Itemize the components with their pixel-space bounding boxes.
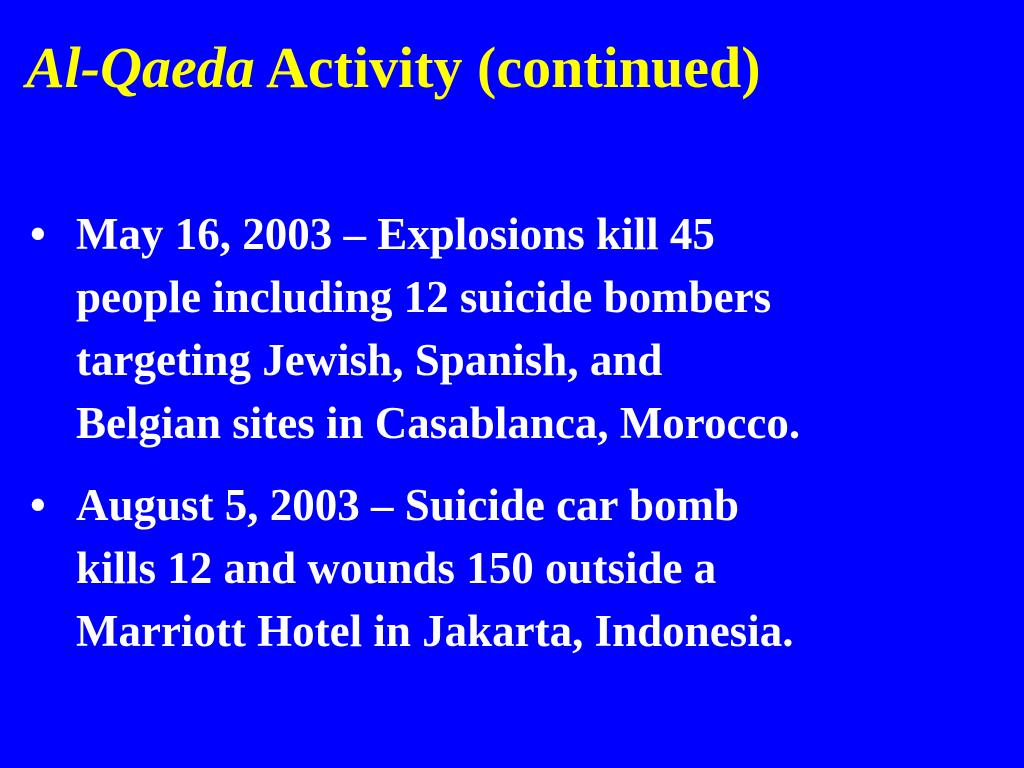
slide-title-italic: Al-Qaeda (26, 35, 255, 100)
bullet-item-2 (24, 474, 1014, 663)
bullet-1-line-3: targeting Jewish, Spanish, and (76, 335, 663, 385)
slide-title-rest: Activity (continued) (254, 35, 761, 100)
slide-title (26, 26, 1016, 110)
bullet-1-line-1: May 16, 2003 – Explosions kill 45 (76, 209, 715, 259)
bullet-1-line-4: Belgian sites in Casablanca, Morocco. (76, 398, 801, 448)
bullet-2-line-2: kills 12 and wounds 150 outside a (76, 543, 717, 593)
bullet-icon: • (30, 480, 46, 530)
bullet-2-line-3: Marriott Hotel in Jakarta, Indonesia. (76, 606, 794, 656)
bullet-list (24, 203, 1014, 682)
bullet-item-1 (24, 203, 1014, 455)
bullet-2-line-1: August 5, 2003 – Suicide car bomb (76, 480, 740, 530)
bullet-1-line-2: people including 12 suicide bombers (76, 272, 772, 322)
bullet-icon: • (30, 209, 46, 259)
